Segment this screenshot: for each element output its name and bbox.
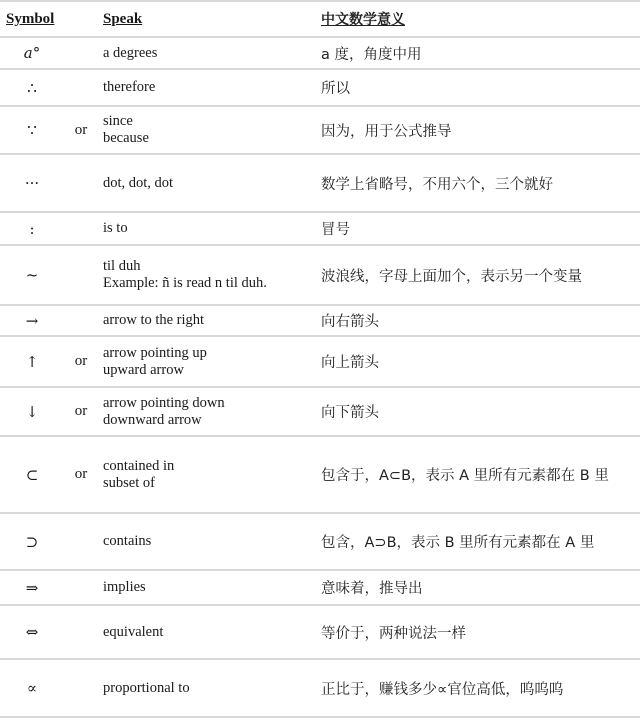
speak-line: contained in xyxy=(103,457,175,474)
table-row xyxy=(0,388,640,437)
speak-cell xyxy=(103,660,313,716)
or-cell xyxy=(64,213,98,244)
chinese-meaning-cell: 包含于，A⊂B，表示 A 里所有元素都在 B 里 xyxy=(321,468,609,484)
speak-line: equivalent xyxy=(103,623,164,640)
or-cell: or xyxy=(74,466,88,482)
or-cell: or xyxy=(74,353,88,369)
table-row xyxy=(0,337,640,388)
column-header-speak-label: Speak xyxy=(103,10,143,27)
table-header-row xyxy=(0,2,640,38)
symbol-cell: ∝ xyxy=(26,679,38,697)
or-cell xyxy=(64,606,98,658)
symbol-cell: ∴ xyxy=(27,78,37,97)
speak-line: therefore xyxy=(103,79,156,95)
speak-line: proportional to xyxy=(103,679,190,696)
symbol-cell: ⊂ xyxy=(25,465,39,484)
speak-cell xyxy=(103,155,313,211)
speak-line: because xyxy=(103,130,149,146)
chinese-meaning-cell: 冒号 xyxy=(321,222,350,238)
chinese-meaning-cell: 向下箭头 xyxy=(321,405,379,421)
table-row xyxy=(0,306,640,337)
speak-line: Example: ñ is read n til duh. xyxy=(103,275,267,291)
speak-line: arrow pointing down xyxy=(103,394,225,411)
speak-line: subset of xyxy=(103,474,155,491)
or-cell xyxy=(64,571,98,604)
table-row xyxy=(0,155,640,213)
speak-cell xyxy=(103,213,313,244)
or-cell xyxy=(64,155,98,211)
table-row xyxy=(0,437,640,514)
symbol-cell: → xyxy=(25,311,39,330)
table-row xyxy=(0,213,640,246)
or-cell xyxy=(64,38,98,68)
chinese-meaning-cell: 正比于，赚钱多少∝官位高低，呜呜呜 xyxy=(321,681,564,698)
chinese-meaning-cell: 因为，用于公式推导 xyxy=(321,123,452,140)
table-row xyxy=(0,38,640,70)
speak-cell xyxy=(103,337,313,386)
or-cell xyxy=(64,514,98,569)
table-row xyxy=(0,514,640,571)
table-row xyxy=(0,70,640,107)
or-cell: or xyxy=(74,403,88,419)
symbol-cell: ↑ xyxy=(25,352,39,371)
speak-cell xyxy=(103,306,313,335)
chinese-meaning-cell: 等价于，两种说法一样 xyxy=(321,625,466,642)
symbol-cell: : xyxy=(29,219,35,238)
column-header-speak xyxy=(103,2,313,36)
speak-cell xyxy=(103,437,313,512)
or-cell xyxy=(64,306,98,335)
speak-line: is to xyxy=(103,220,128,236)
symbol-cell: ∵ xyxy=(27,121,37,139)
speak-line: upward arrow xyxy=(103,361,184,378)
column-header-symbol: Symbol xyxy=(6,10,55,27)
speak-cell xyxy=(103,388,313,435)
speak-line: til duh xyxy=(103,258,141,274)
symbol-cell: ↓ xyxy=(25,402,39,421)
chinese-meaning-cell: 包含，A⊃B，表示 B 里所有元素都在 A 里 xyxy=(321,535,595,551)
speak-cell xyxy=(103,246,313,304)
or-cell xyxy=(64,70,98,105)
table-row xyxy=(0,246,640,306)
chinese-meaning-cell: 所以 xyxy=(321,81,350,97)
speak-line: since xyxy=(103,113,133,129)
symbol-cell: ⇒ xyxy=(25,578,39,597)
chinese-meaning-cell: 向右箭头 xyxy=(321,314,379,330)
or-cell: or xyxy=(74,121,88,138)
table-row xyxy=(0,660,640,718)
speak-line: contains xyxy=(103,533,152,549)
table-row xyxy=(0,571,640,606)
speak-cell xyxy=(103,606,313,658)
chinese-meaning-cell: 数学上省略号，不用六个，三个就好 xyxy=(321,176,553,193)
or-cell xyxy=(64,246,98,304)
symbol-cell: ~ xyxy=(25,266,39,284)
speak-cell xyxy=(103,38,313,68)
chinese-meaning-cell: 向上箭头 xyxy=(321,355,379,371)
speak-line: arrow to the right xyxy=(103,312,205,328)
chinese-meaning-cell: a 度，角度中用 xyxy=(321,46,422,63)
speak-cell xyxy=(103,571,313,604)
column-header-chinese: 中文数学意义 xyxy=(321,12,405,28)
symbol-cell: ··· xyxy=(24,174,40,192)
speak-cell xyxy=(103,514,313,569)
symbol-cell: a° xyxy=(23,44,41,62)
chinese-meaning-cell: 意味着，推导出 xyxy=(321,581,423,597)
chinese-meaning-cell: 波浪线，字母上面加个，表示另一个变量 xyxy=(321,268,582,285)
speak-line: dot, dot, dot xyxy=(103,174,174,191)
table-row xyxy=(0,107,640,155)
speak-line: downward arrow xyxy=(103,411,202,428)
table-row xyxy=(0,606,640,660)
speak-line: a degrees xyxy=(103,44,158,61)
symbol-cell: ⇔ xyxy=(25,623,39,641)
symbol-cell: ⊃ xyxy=(25,532,39,551)
speak-cell xyxy=(103,70,313,105)
speak-line: arrow pointing up xyxy=(103,344,207,361)
speak-cell xyxy=(103,107,313,153)
speak-line: implies xyxy=(103,579,146,595)
or-cell xyxy=(64,660,98,716)
